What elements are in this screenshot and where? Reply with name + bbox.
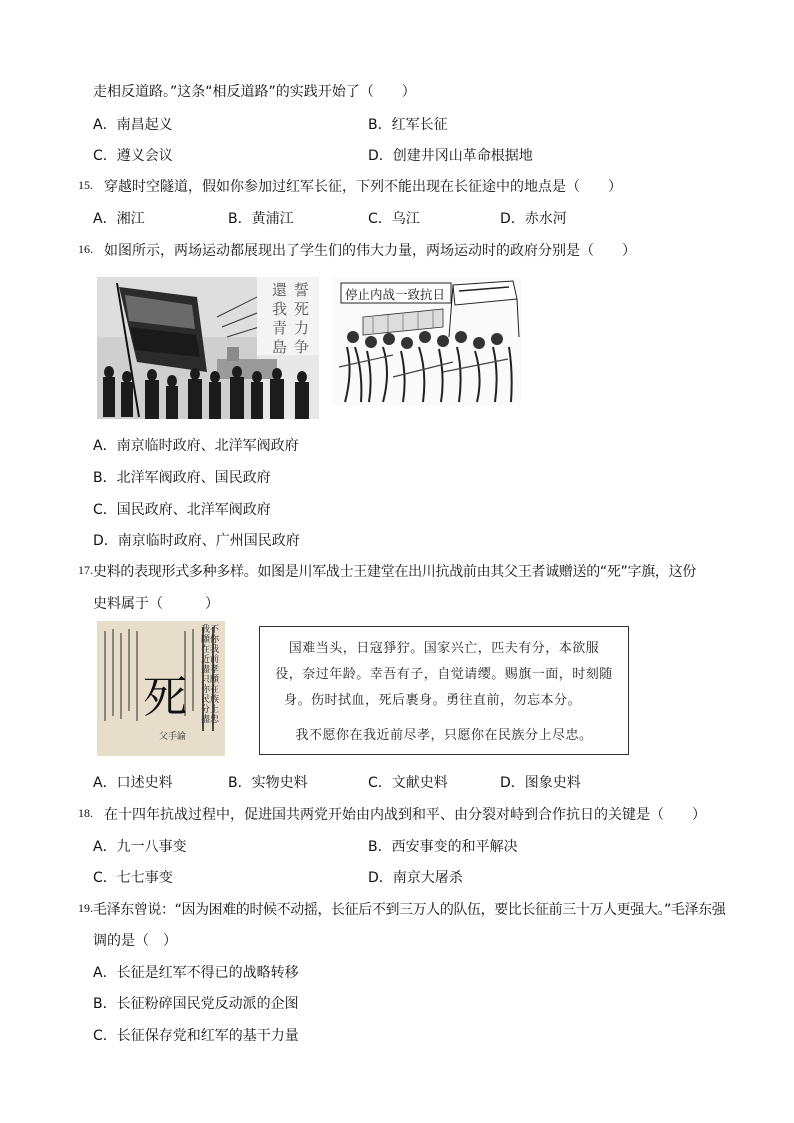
q16-option-a[interactable]: A．南京临时政府、北洋军阀政府	[93, 438, 299, 454]
q15-option-d[interactable]: D．赤水河	[500, 211, 567, 227]
flag-signature: 父手諭	[159, 732, 187, 742]
q18-stem: 在十四年抗战过程中，促进国共两党开始由内战到和平、由分裂对峙到合作抗日的关键是（ ）	[104, 807, 706, 823]
q19-option-b[interactable]: B．长征粉碎国民党反动派的企图	[93, 996, 299, 1012]
inscription-line-4: 我不愿你在我近前尽孝，只愿你在民族分上尽忠。	[295, 728, 593, 743]
death-flag-photo	[97, 621, 225, 756]
q18-option-b[interactable]: B．西安事变的和平解决	[368, 839, 518, 855]
q15-stem: 穿越时空隧道，假如你参加过红军长征，下列不能出现在长征途中的地点是（ ）	[104, 179, 622, 195]
slogan-char-7: 青	[272, 319, 288, 337]
q16-option-b[interactable]: B．北洋军阀政府、国民政府	[93, 470, 271, 486]
flag-inscription-box	[259, 626, 629, 755]
inscription-line-3: 身。伤时拭血，死后裹身。勇往直前，勿忘本分。	[284, 693, 582, 708]
slogan-char-4: 争	[294, 338, 310, 356]
q17-stem-line1: 史料的表现形式多种多样。如图是川军战士王建堂在出川抗战前由其父王者诚赠送的“死”字旗，这份	[93, 564, 697, 580]
slogan-char-3: 力	[294, 319, 310, 337]
flag-character: 死	[143, 672, 187, 723]
q19-number: 19.	[78, 901, 93, 915]
q14-option-c[interactable]: C．遵义会议	[93, 148, 173, 164]
slogan-char-2: 死	[294, 300, 310, 318]
q19-option-c[interactable]: C．长征保存党和红军的基干力量	[93, 1028, 299, 1044]
december-ninth-drawing	[333, 277, 521, 405]
q17-number: 17.	[78, 563, 93, 577]
q17-option-a[interactable]: A．口述史料	[93, 775, 173, 791]
inscription-line-2: 役，奈过年龄。幸吾有子，自觉请缨。赐旗一面，时刻随	[275, 667, 613, 682]
q14-stem-tail: 走相反道路。”这条“相反道路”的实践开始了（ ）	[93, 84, 416, 100]
q16-number: 16.	[78, 242, 93, 256]
q18-option-c[interactable]: C．七七事变	[93, 870, 173, 886]
q15-number: 15.	[78, 178, 93, 192]
may-fourth-photo	[97, 277, 319, 419]
slogan-char-8: 島	[272, 338, 288, 356]
inscription-line-1: 国难当头，日寇猙狞。国家兴亡，匹夫有分，本欲服	[288, 641, 600, 656]
q15-option-a[interactable]: A．湘江	[93, 211, 145, 227]
q16-option-d[interactable]: D．南京临时政府、广州国民政府	[93, 533, 300, 549]
q16-stem: 如图所示，两场运动都展现出了学生们的伟大力量，两场运动时的政府分别是（ ）	[104, 243, 636, 259]
flag-right-inscription: 我不願你在我近前盡孝只願你在民族分上盡忠	[201, 625, 220, 725]
q15-option-b[interactable]: B．黄浦江	[228, 211, 294, 227]
slogan-char-6: 我	[272, 300, 288, 318]
q19-stem-line2: 调的是（ ）	[93, 933, 177, 949]
q14-option-b[interactable]: B．红军长征	[368, 117, 448, 133]
slogan-char-1: 誓	[294, 281, 310, 299]
q15-option-c[interactable]: C．乌江	[368, 211, 420, 227]
q17-stem-line2: 史料属于（ ）	[93, 596, 219, 612]
q14-option-d[interactable]: D．创建井冈山革命根据地	[368, 148, 533, 164]
q19-option-a[interactable]: A．长征是红军不得已的战略转移	[93, 965, 299, 981]
q17-option-d[interactable]: D．图象史料	[500, 775, 581, 791]
q18-option-d[interactable]: D．南京大屠杀	[368, 870, 463, 886]
q16-option-c[interactable]: C．国民政府、北洋军阀政府	[93, 502, 271, 518]
q18-number: 18.	[78, 806, 93, 820]
q14-option-a[interactable]: A．南昌起义	[93, 117, 173, 133]
banner-slogan: 停止内战一致抗日	[345, 287, 446, 302]
q17-option-b[interactable]: B．实物史料	[228, 775, 308, 791]
slogan-char-5: 還	[272, 281, 288, 299]
q19-stem-line1: 毛泽东曾说：“因为困难的时候不动摇，长征后不到三万人的队伍，要比长征前三十万人更强大。”毛泽东强	[93, 902, 726, 918]
q18-option-a[interactable]: A．九一八事变	[93, 839, 187, 855]
q17-option-c[interactable]: C．文献史料	[368, 775, 448, 791]
